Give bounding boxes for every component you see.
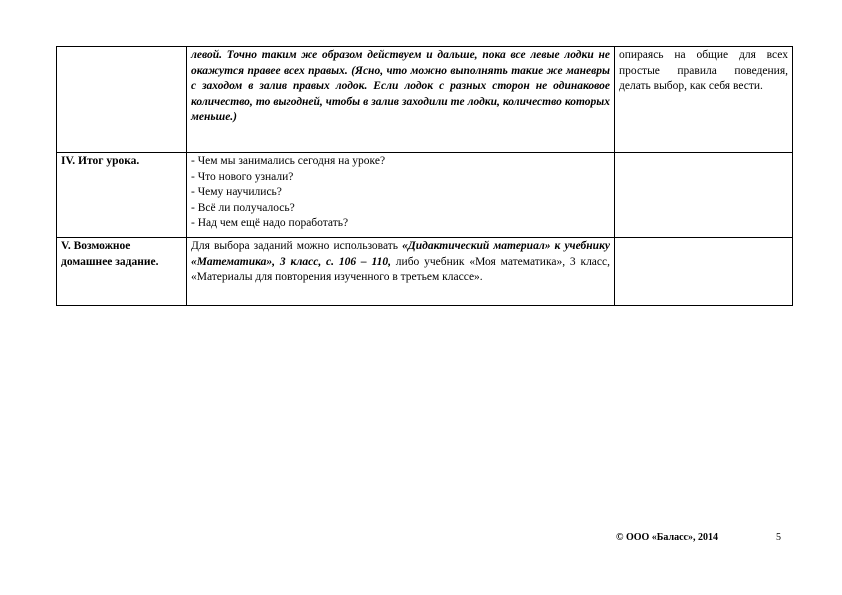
stage-cell-summary: IV. Итог урока.: [57, 153, 187, 238]
question-item: - Всё ли получалось?: [191, 201, 295, 214]
stage-cell: [57, 47, 187, 153]
questions-cell: [187, 153, 615, 238]
note-cell-summary: [615, 153, 793, 238]
homework-text-book: «Дидактический материал» к учебнику «Математика», 3 класс, с. 106 – 110,: [191, 240, 610, 268]
homework-cell: [187, 238, 615, 306]
stage-cell-homework: V. Возможное домашнее задание.: [57, 238, 187, 306]
homework-text-intro: Для выбора заданий можно использовать: [191, 240, 403, 252]
question-item: - Над чем ещё надо поработать?: [191, 217, 349, 229]
content-cell: левой. Точно таким же образом действуем и дальше, пока все левые лодки не окажутся правее всех правых. (Ясно, что можно выполнять такие же маневры с заходом в залив правых лодок. Если лодок с разных сторон не одинаковое количество, то выгодней, чтобы в залив заходили те лодки, количество которых меньше.): [187, 47, 615, 153]
table-row-summary: [57, 153, 793, 238]
question-item: - Чем мы занимались сегодня на уроке?: [191, 155, 386, 167]
table-row-continuation: [57, 47, 793, 153]
page-number: 5: [776, 532, 781, 543]
lesson-table: [56, 46, 793, 306]
question-item: - Что нового узнали?: [191, 170, 294, 183]
note-cell-homework: [615, 238, 793, 306]
homework-text-alt: либо учебник «Моя математика», 3 класс, «Материалы для повторения изученного в третьем классе».: [191, 255, 610, 283]
question-item: - Чему научились?: [191, 186, 282, 198]
copyright-text: © ООО «Баласс», 2014: [616, 532, 718, 543]
note-cell: опираясь на общие для всех простые правила поведения, делать выбор, как себя вести.: [615, 47, 793, 153]
page-footer: [616, 532, 786, 544]
table-row-homework: [57, 238, 793, 306]
